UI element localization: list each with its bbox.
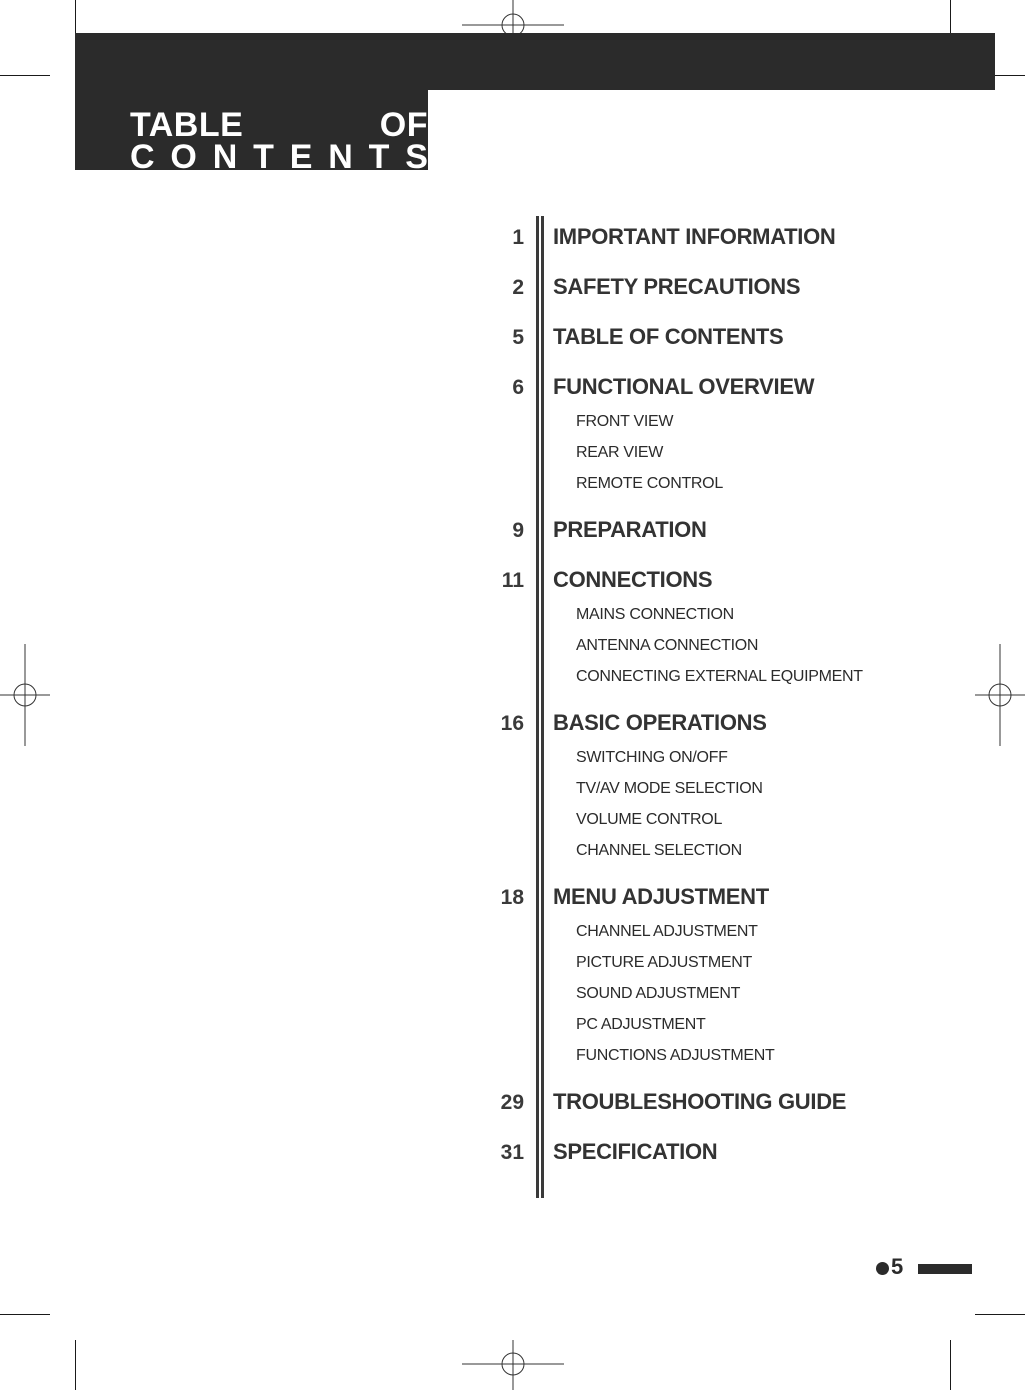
toc-page-number: 16 xyxy=(500,712,524,735)
toc-section-title: SAFETY PRECAUTIONS xyxy=(553,274,801,299)
crop-mark xyxy=(975,1314,1025,1315)
toc-subsection: SWITCHING ON/OFF xyxy=(576,749,728,766)
header-bar xyxy=(75,33,995,90)
toc-section-title: PREPARATION xyxy=(553,517,707,542)
toc-subsection: CONNECTING EXTERNAL EQUIPMENT xyxy=(576,668,863,685)
toc-entry-heading xyxy=(460,884,980,916)
toc-subsection: FUNCTIONS ADJUSTMENT xyxy=(576,1047,775,1064)
crop-mark xyxy=(75,1340,76,1390)
toc-subsection: ANTENNA CONNECTION xyxy=(576,637,759,654)
toc-page-number: 5 xyxy=(512,326,524,349)
toc-page-number: 11 xyxy=(501,569,524,592)
toc-section-title: TROUBLESHOOTING GUIDE xyxy=(553,1089,847,1114)
toc-section-title: FUNCTIONAL OVERVIEW xyxy=(553,374,815,399)
toc-section-title: SPECIFICATION xyxy=(553,1139,718,1164)
page-title-line2 xyxy=(130,138,428,170)
toc-page-number: 31 xyxy=(500,1141,524,1164)
crop-mark xyxy=(0,1314,50,1315)
bullet-icon xyxy=(876,1262,889,1275)
toc-entry xyxy=(460,374,980,499)
toc-page-number: 6 xyxy=(512,376,524,399)
toc-entry-heading xyxy=(460,710,980,742)
table-of-contents xyxy=(460,224,980,1189)
toc-entry-heading xyxy=(460,224,980,256)
toc-section-title: TABLE OF CONTENTS xyxy=(553,324,784,349)
toc-subsection: VOLUME CONTROL xyxy=(576,811,723,828)
toc-section-title: CONNECTIONS xyxy=(553,567,713,592)
toc-entry-heading xyxy=(460,517,980,549)
toc-entry-heading xyxy=(460,1089,980,1121)
toc-subsection: FRONT VIEW xyxy=(576,413,674,430)
toc-section-title: IMPORTANT INFORMATION xyxy=(553,224,836,249)
toc-section-title: BASIC OPERATIONS xyxy=(553,710,767,735)
toc-entry xyxy=(460,884,980,1071)
toc-entry xyxy=(460,567,980,692)
page-number: 5 xyxy=(891,1254,904,1279)
title-letter: O xyxy=(170,138,197,170)
toc-subsection: PC ADJUSTMENT xyxy=(576,1016,706,1033)
title-letter: C xyxy=(130,138,155,170)
toc-subsection: CHANNEL SELECTION xyxy=(576,842,742,859)
toc-page-number: 18 xyxy=(500,886,524,909)
toc-entry xyxy=(460,710,980,866)
toc-entry xyxy=(460,274,980,306)
title-word: TABLE xyxy=(130,106,244,144)
toc-page-number: 1 xyxy=(512,226,524,249)
toc-subsection-list xyxy=(460,742,980,866)
toc-page-number: 9 xyxy=(512,519,524,542)
toc-subsection: REAR VIEW xyxy=(576,444,664,461)
registration-mark-icon xyxy=(0,644,50,746)
toc-entry-heading xyxy=(460,1139,980,1171)
title-letter: E xyxy=(289,138,313,170)
title-letter: N xyxy=(328,138,353,170)
toc-entry xyxy=(460,517,980,549)
toc-subsection: MAINS CONNECTION xyxy=(576,606,734,623)
toc-section-title: MENU ADJUSTMENT xyxy=(553,884,769,909)
title-letter: T xyxy=(253,138,274,170)
toc-subsection-list xyxy=(460,599,980,692)
title-letter: T xyxy=(368,138,390,170)
toc-page-number: 29 xyxy=(500,1091,524,1114)
toc-subsection-list xyxy=(460,406,980,499)
toc-entry-heading xyxy=(460,274,980,306)
toc-subsection: TV/AV MODE SELECTION xyxy=(576,780,763,797)
toc-entry-heading xyxy=(460,324,980,356)
toc-entry xyxy=(460,1089,980,1121)
toc-entry xyxy=(460,1139,980,1171)
toc-subsection-list xyxy=(460,916,980,1071)
crop-mark xyxy=(950,1340,951,1390)
toc-entry-heading xyxy=(460,374,980,406)
toc-subsection: PICTURE ADJUSTMENT xyxy=(576,954,752,971)
toc-entry xyxy=(460,324,980,356)
toc-subsection: CHANNEL ADJUSTMENT xyxy=(576,923,758,940)
title-word: OF xyxy=(379,106,428,144)
title-letter: S xyxy=(405,138,428,170)
toc-subsection: REMOTE CONTROL xyxy=(576,475,723,492)
footer-bar xyxy=(918,1264,972,1274)
crop-mark xyxy=(0,75,50,76)
registration-mark-icon xyxy=(975,644,1025,746)
toc-subsection: SOUND ADJUSTMENT xyxy=(576,985,741,1002)
toc-page-number: 2 xyxy=(512,276,524,299)
registration-mark-icon xyxy=(462,1340,564,1390)
toc-entry-heading xyxy=(460,567,980,599)
toc-entry xyxy=(460,224,980,256)
title-letter: N xyxy=(212,138,238,170)
